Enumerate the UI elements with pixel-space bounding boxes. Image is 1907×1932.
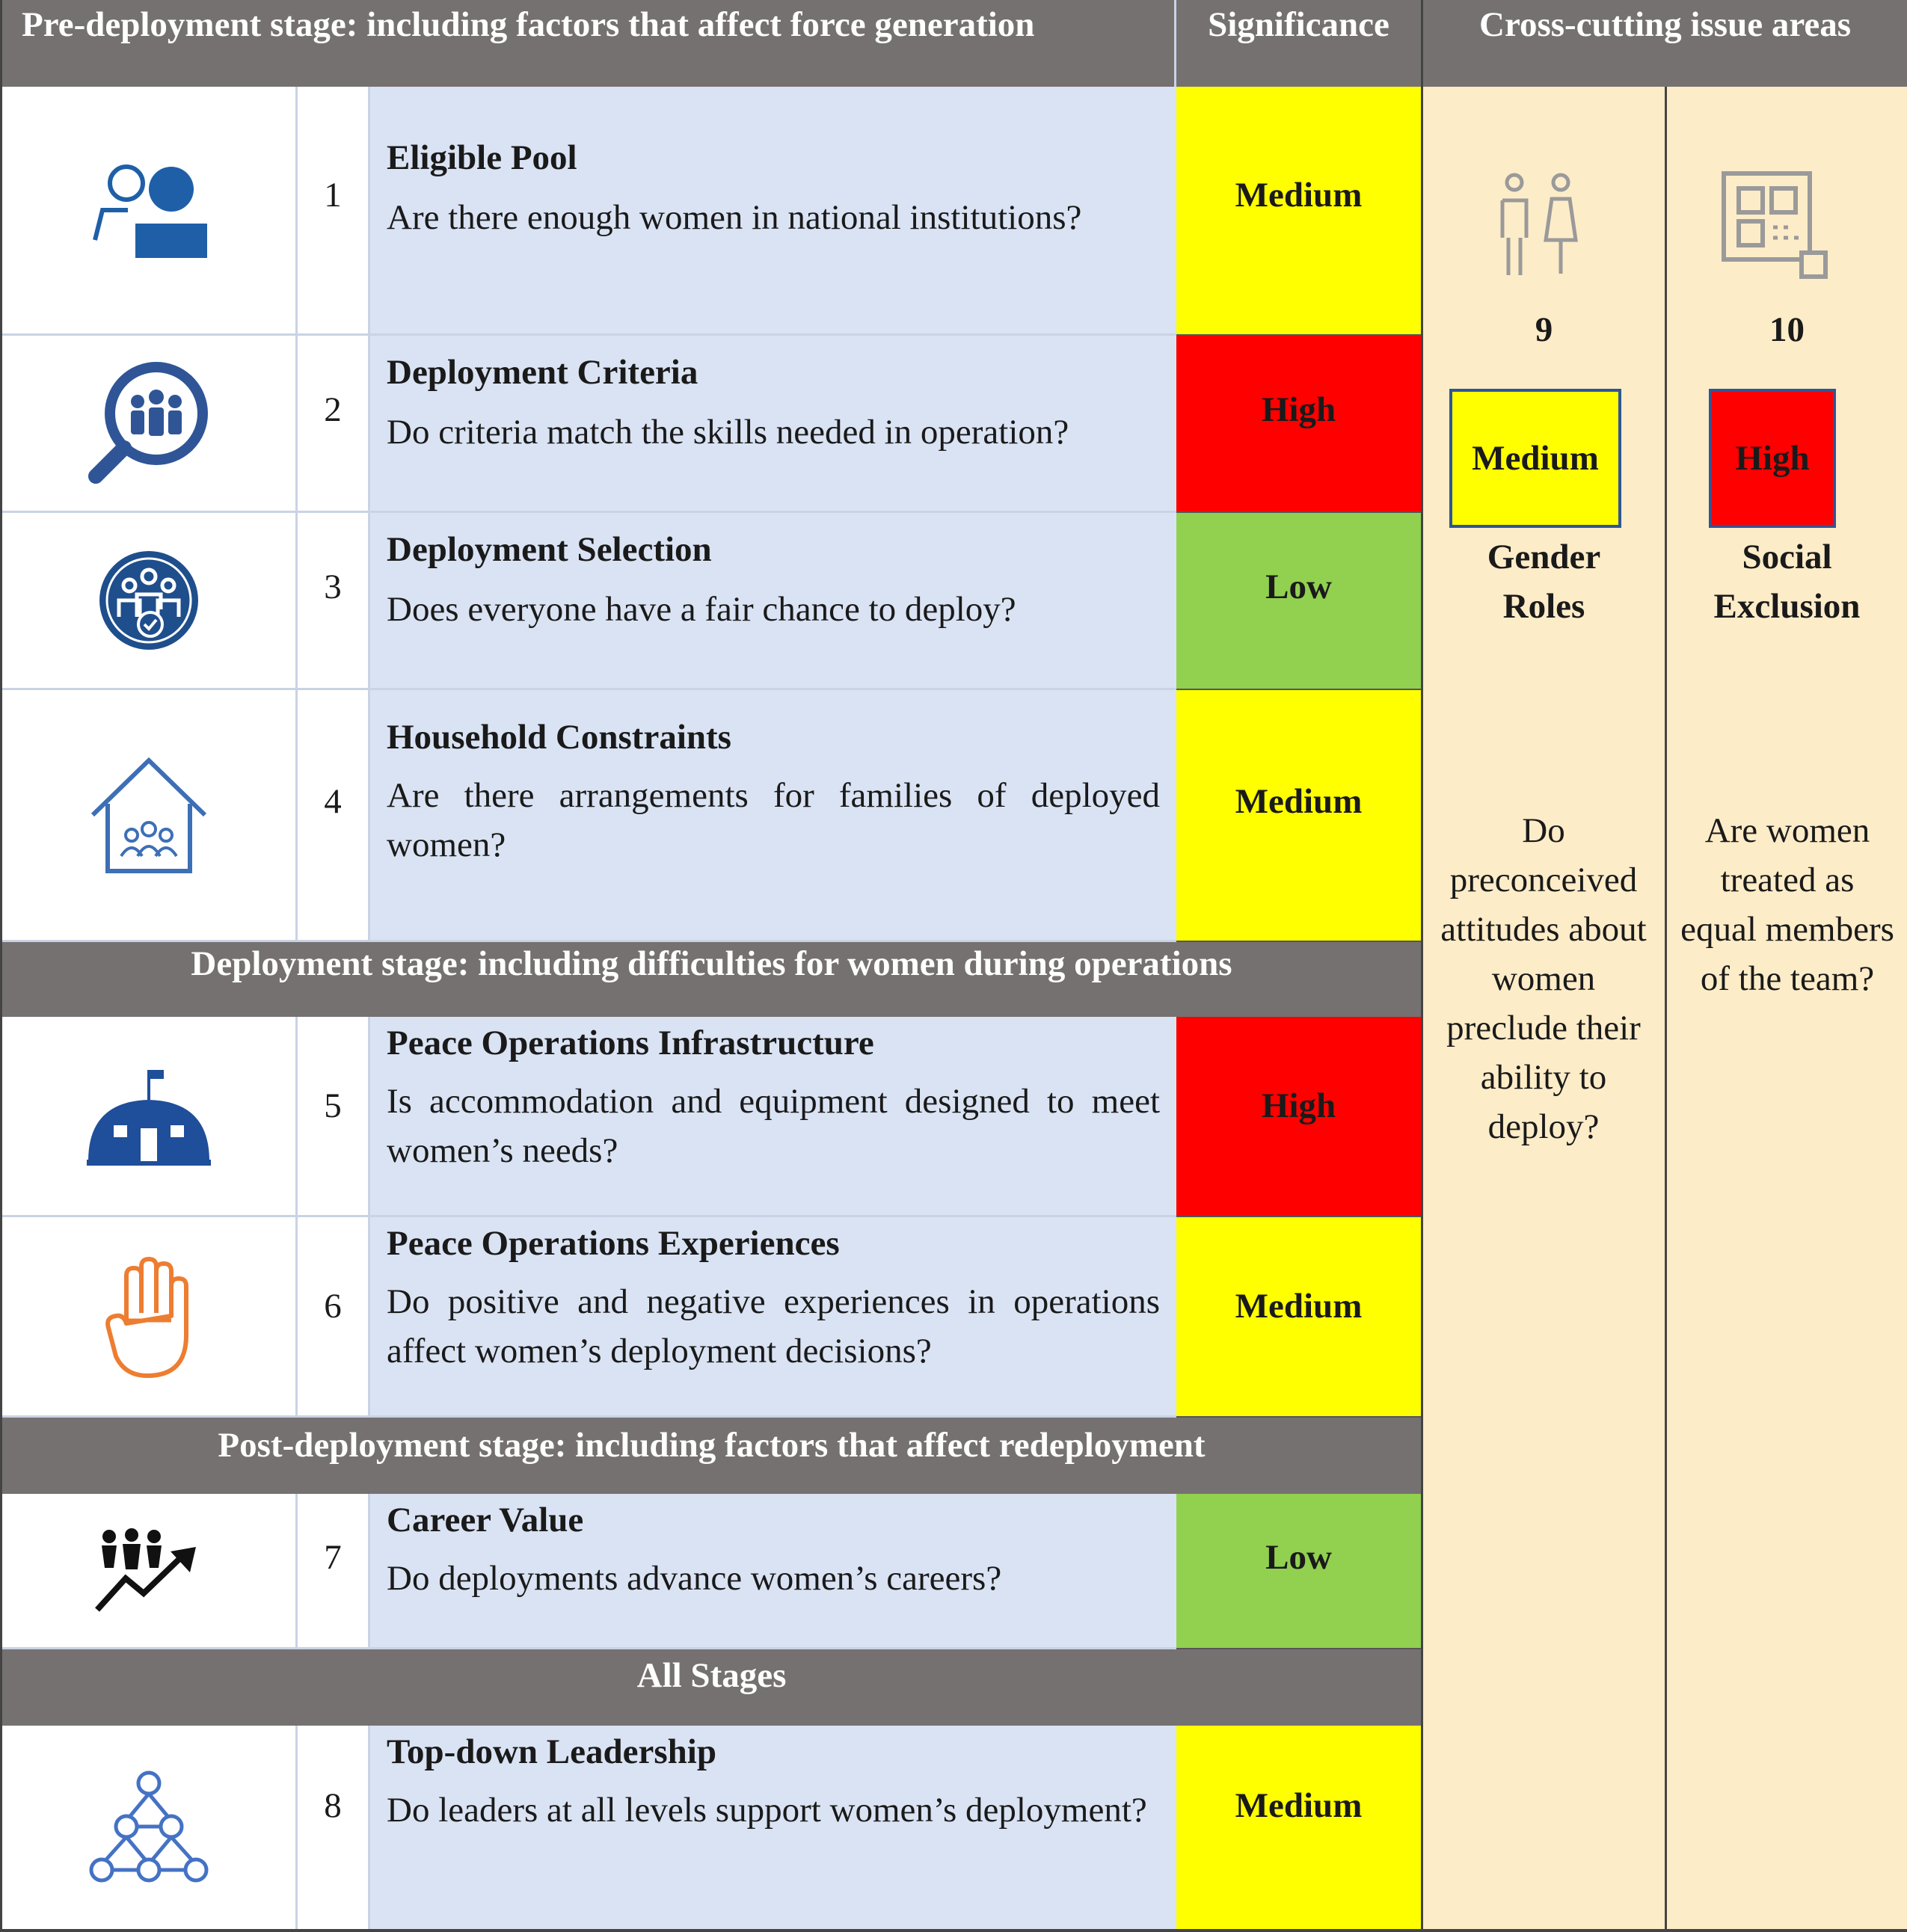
row-5-text	[370, 1017, 1176, 1217]
row-2-title: Deployment Criteria	[387, 353, 698, 392]
row-6-question: Do positive and negative experiences in operations affect women’s deployment decisions?	[387, 1282, 1160, 1370]
band-deployment-text: Deployment stage: including difficulties for women during operations	[191, 944, 1232, 983]
header-stage1	[2, 0, 1176, 87]
house-family-icon	[85, 751, 212, 879]
row-1-number: 1	[298, 87, 370, 336]
band-deployment-stage	[2, 942, 1421, 1017]
row-1-question: Are there enough women in national institutions?	[387, 198, 1082, 237]
row-7-icon-cell	[2, 1494, 298, 1649]
row-5-icon-cell	[2, 1017, 298, 1217]
row-2-text	[370, 336, 1176, 513]
row-7-significance: Low	[1176, 1494, 1421, 1649]
person-pool-icon	[89, 158, 209, 262]
row-8-number: 8	[298, 1726, 370, 1932]
crosscutting-9-question: Do preconceived attitudes about women preclude their ability to deploy?	[1440, 811, 1647, 1146]
crosscutting-10-title-line1: Social	[1742, 538, 1832, 576]
row-4-significance: Medium	[1176, 690, 1421, 942]
row-5-significance: High	[1176, 1017, 1421, 1217]
row-5-number: 5	[298, 1017, 370, 1217]
crosscutting-9-title-line2: Roles	[1502, 587, 1585, 626]
row-3-text	[370, 513, 1176, 690]
row-8-icon-cell	[2, 1726, 298, 1932]
row-7-title: Career Value	[387, 1501, 584, 1539]
row-7-text	[370, 1494, 1176, 1649]
outer-bottom-border	[0, 1929, 1907, 1932]
crosscutting-9-number: 9	[1535, 310, 1553, 349]
crosscutting-10-question: Are women treated as equal members of the team?	[1680, 811, 1894, 998]
band-post-deployment-stage	[2, 1418, 1421, 1494]
band-post-text: Post-deployment stage: including factors that affect redeployment	[218, 1426, 1206, 1465]
raised-hand-icon	[104, 1253, 194, 1380]
crosscutting-10-number: 10	[1769, 310, 1805, 349]
header-significance	[1176, 0, 1421, 87]
row-3-number: 3	[298, 513, 370, 690]
row-2-significance: High	[1176, 336, 1421, 513]
crosscutting-10-title	[1667, 532, 1907, 631]
row-2-icon-cell	[2, 336, 298, 513]
row-5-question: Is accommodation and equipment designed to meet women’s needs?	[387, 1082, 1160, 1170]
row-4-text	[370, 690, 1176, 942]
row-1-text	[370, 87, 1176, 336]
row-3-title: Deployment Selection	[387, 530, 712, 569]
band-all-stages	[2, 1649, 1421, 1726]
crosscutting-10-title-line2: Exclusion	[1713, 587, 1861, 626]
row-6-number: 6	[298, 1217, 370, 1418]
header-crosscutting-text: Cross-cutting issue areas	[1479, 5, 1851, 44]
row-6-icon-cell	[2, 1217, 298, 1418]
row-3-question: Does everyone have a fair chance to deploy?	[387, 590, 1016, 629]
row-1-significance: Medium	[1176, 87, 1421, 336]
row-6-title: Peace Operations Experiences	[387, 1224, 840, 1263]
row-4-question: Are there arrangements for families of deployed women?	[387, 776, 1160, 864]
outer-left-border	[0, 0, 2, 1932]
row-8-title: Top-down Leadership	[387, 1732, 716, 1771]
qr-exclusion-icon	[1719, 169, 1831, 281]
row-8-question: Do leaders at all levels support women’s deployment?	[387, 1791, 1147, 1830]
row-3-significance: Low	[1176, 513, 1421, 690]
header-stage1-text: Pre-deployment stage: including factors that affect force generation	[22, 5, 1035, 44]
row-4-icon-cell	[2, 690, 298, 942]
magnifier-people-icon	[85, 360, 212, 487]
row-2-question: Do criteria match the skills needed in operation?	[387, 413, 1069, 452]
tent-camp-icon	[85, 1064, 212, 1169]
row-6-text	[370, 1217, 1176, 1418]
crosscutting-9-title	[1423, 532, 1665, 631]
row-4-title: Household Constraints	[387, 718, 731, 757]
crosscutting-gender-roles	[1423, 87, 1665, 1932]
crosscutting-9-significance: Medium	[1449, 389, 1621, 528]
row-7-question: Do deployments advance women’s careers?	[387, 1559, 1002, 1598]
row-1-title: Eligible Pool	[387, 138, 577, 177]
crosscutting-10-significance: High	[1709, 389, 1836, 528]
crosscutting-social-exclusion	[1667, 87, 1907, 1932]
group-check-icon	[96, 548, 201, 653]
crosscutting-9-title-line1: Gender	[1487, 538, 1601, 576]
row-1-icon-cell	[2, 87, 298, 336]
row-5-title: Peace Operations Infrastructure	[387, 1024, 874, 1062]
row-6-significance: Medium	[1176, 1217, 1421, 1418]
hierarchy-icon	[85, 1768, 212, 1888]
row-8-text	[370, 1726, 1176, 1932]
header-crosscutting	[1421, 0, 1907, 87]
gender-icon	[1492, 169, 1582, 281]
row-7-number: 7	[298, 1494, 370, 1649]
row-2-number: 2	[298, 336, 370, 513]
row-4-number: 4	[298, 690, 370, 942]
band-all-text: All Stages	[636, 1656, 787, 1695]
people-growth-arrow-icon	[93, 1526, 205, 1616]
row-3-icon-cell	[2, 513, 298, 690]
header-significance-text: Significance	[1208, 5, 1389, 44]
row-8-significance: Medium	[1176, 1726, 1421, 1932]
